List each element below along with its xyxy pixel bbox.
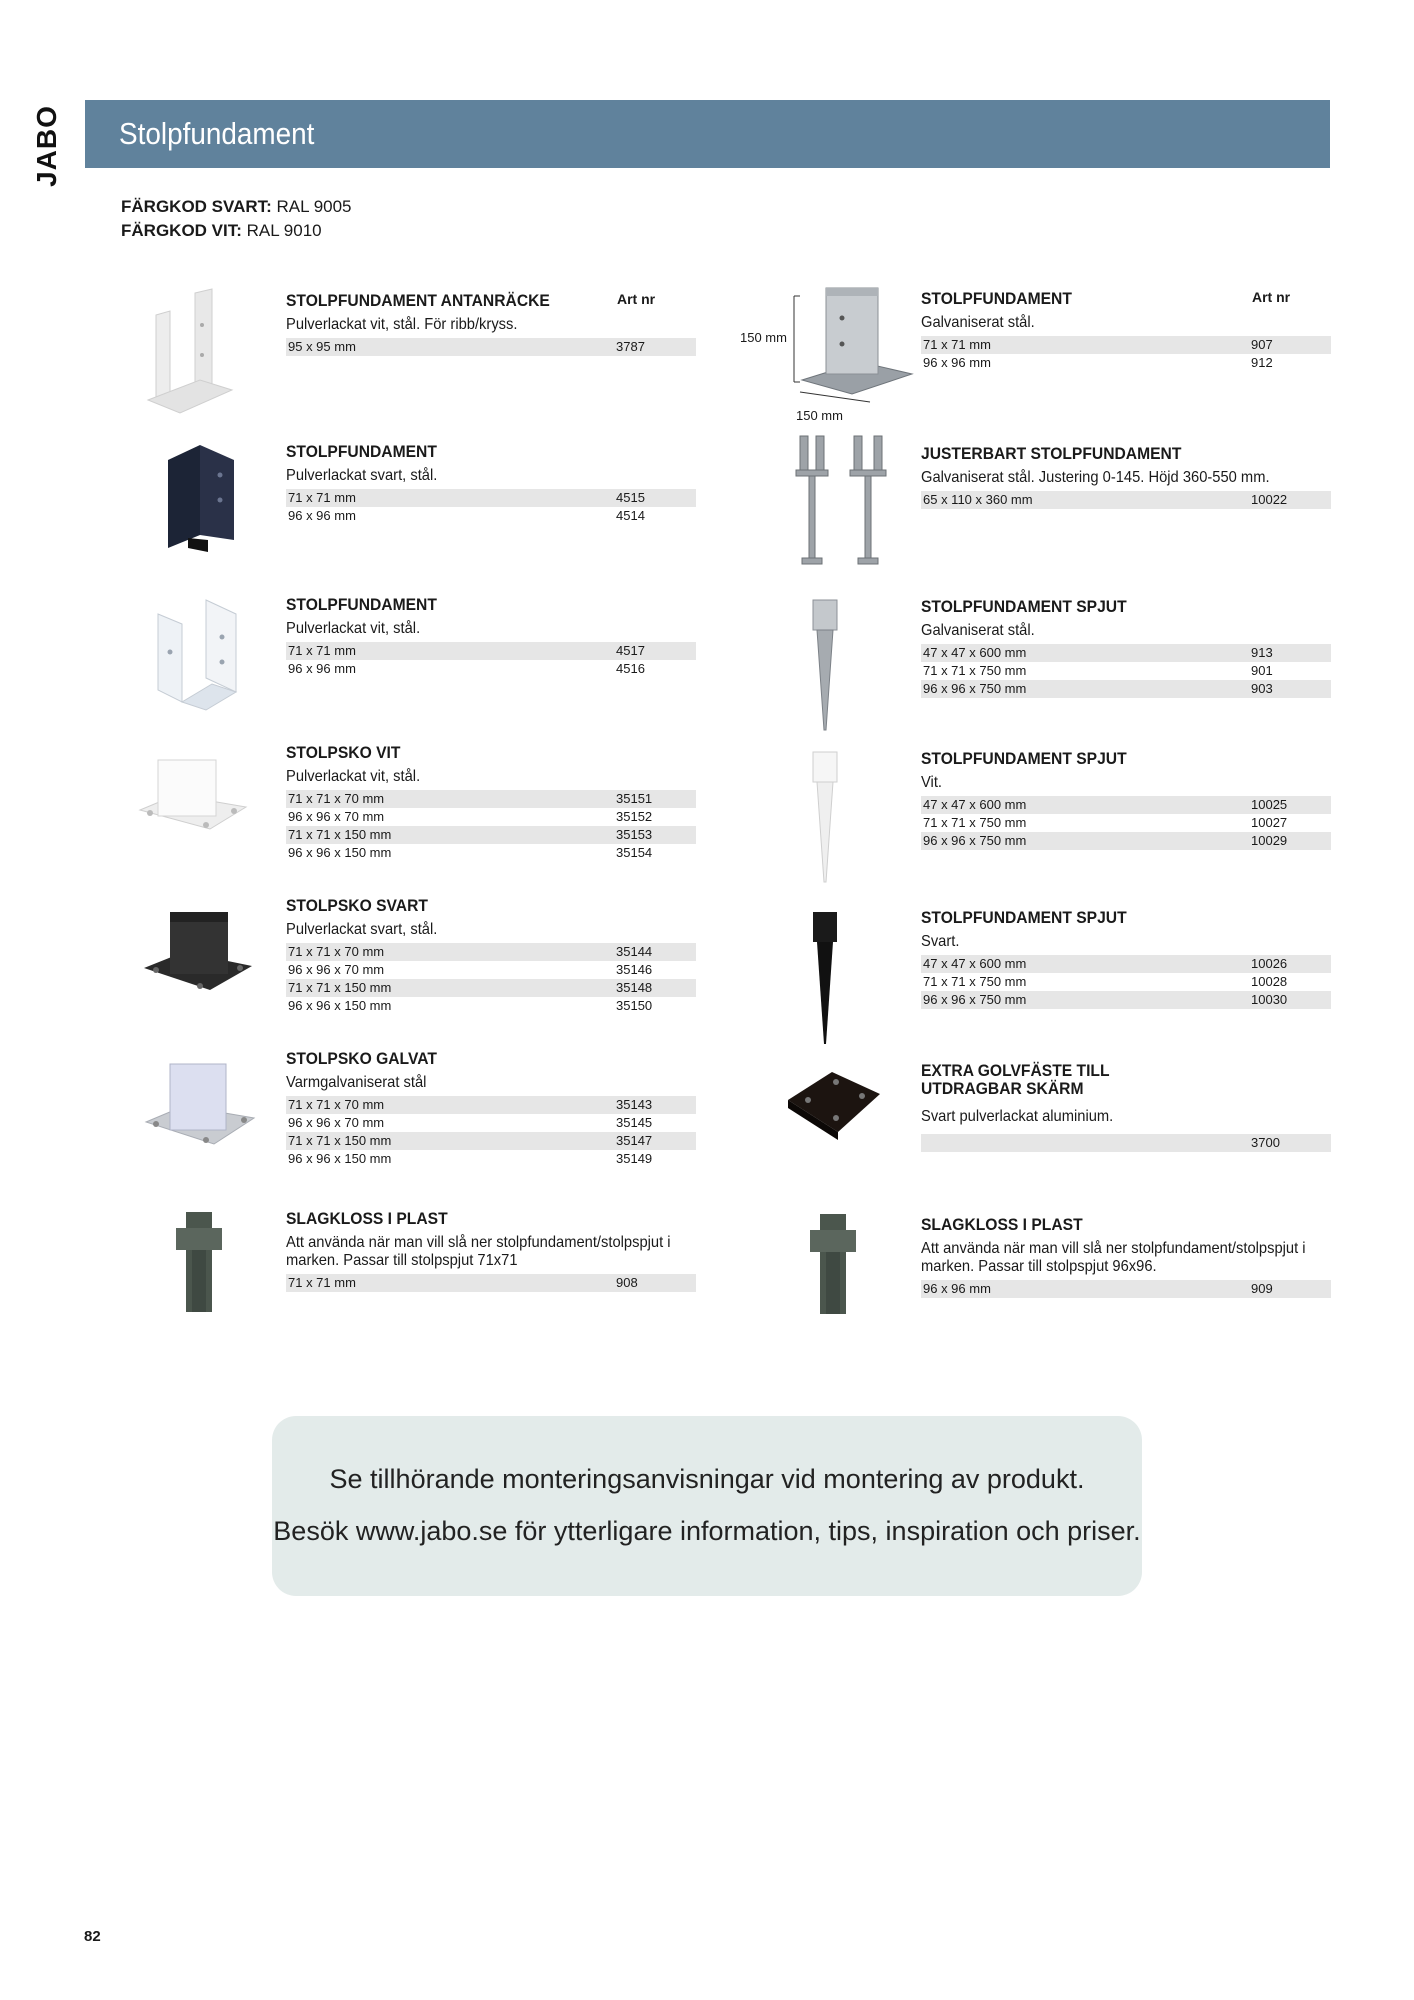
art-cell: 4517 — [616, 643, 645, 658]
table-row — [286, 943, 696, 961]
product-right-6 — [921, 1062, 1331, 1152]
table-row — [286, 979, 696, 997]
product-left-2 — [286, 443, 696, 525]
size-cell: 47 x 47 x 600 mm — [923, 797, 1027, 812]
product-image-antanracke — [140, 285, 240, 420]
product-title: STOLPFUNDAMENT — [286, 442, 437, 461]
size-cell: 96 x 96 mm — [288, 508, 356, 523]
color-code-white-value: RAL 9010 — [246, 221, 322, 240]
table-row — [921, 336, 1331, 354]
product-title: STOLPFUNDAMENT SPJUT — [921, 749, 1127, 768]
product-desc: Varmgalvaniserat stål — [286, 1074, 427, 1091]
art-cell: 913 — [1251, 645, 1273, 660]
size-cell: 71 x 71 x 750 mm — [923, 974, 1027, 989]
table-row — [921, 1280, 1331, 1298]
product-title: STOLPSKO VIT — [286, 743, 401, 762]
size-cell: 96 x 96 mm — [288, 661, 356, 676]
brand-name: JABO — [30, 105, 62, 187]
table-row — [286, 660, 696, 678]
art-cell: 3787 — [616, 339, 645, 354]
size-cell: 71 x 71 x 150 mm — [288, 827, 392, 842]
product-title: STOLPFUNDAMENT SPJUT — [921, 597, 1127, 616]
table-row — [286, 1150, 696, 1168]
art-cell: 912 — [1251, 355, 1273, 370]
notice-line-2: Besök www.jabo.se för ytterligare information, tips, inspiration och priser. — [273, 1516, 1141, 1546]
product-image-spjut-svart — [805, 910, 845, 1048]
product-image-white-bracket — [152, 592, 242, 722]
table-row — [921, 955, 1331, 973]
product-desc: Pulverlackat vit, stål. — [286, 620, 421, 637]
table-row — [921, 644, 1331, 662]
product-left-4 — [286, 744, 696, 862]
size-cell: 47 x 47 x 600 mm — [923, 645, 1027, 660]
dimension-height-label: 150 mm — [740, 330, 787, 345]
product-left-1 — [286, 292, 696, 356]
art-cell: 35150 — [616, 998, 653, 1013]
table-row — [286, 1114, 696, 1132]
size-cell: 71 x 71 mm — [288, 643, 356, 658]
art-cell: 35144 — [616, 944, 653, 959]
product-right-4 — [921, 750, 1331, 850]
product-desc: Pulverlackat svart, stål. — [286, 921, 438, 938]
table-row — [286, 961, 696, 979]
right-art-nr-label: Art nr — [1252, 289, 1291, 305]
table-row — [286, 808, 696, 826]
product-desc: Att använda när man vill slå ner stolpfundament/stolpspjut i marken. Passar till stolpspjut 71x71 — [286, 1234, 671, 1269]
size-cell: 96 x 96 x 150 mm — [288, 998, 392, 1013]
table-row — [286, 507, 696, 525]
color-code-black-label: FÄRGKOD SVART: — [121, 197, 272, 216]
table-row — [286, 338, 696, 356]
product-desc: Galvaniserat stål. — [921, 622, 1035, 639]
size-cell: 71 x 71 x 70 mm — [288, 944, 385, 959]
table-row — [921, 662, 1331, 680]
product-desc: Att använda när man vill slå ner stolpfundament/stolpspjut i marken. Passar till stolpspjut 96x96. — [921, 1240, 1306, 1275]
size-cell: 71 x 71 x 150 mm — [288, 1133, 392, 1148]
art-cell: 901 — [1251, 663, 1273, 678]
size-cell: 96 x 96 mm — [923, 355, 991, 370]
table-row — [286, 489, 696, 507]
product-left-7 — [286, 1210, 696, 1292]
art-cell: 35153 — [616, 827, 653, 842]
size-cell: 71 x 71 mm — [923, 337, 991, 352]
size-cell: 71 x 71 x 150 mm — [288, 980, 392, 995]
size-cell: 96 x 96 x 70 mm — [288, 1115, 385, 1130]
product-image-stolpsko-svart — [140, 908, 255, 1003]
art-cell: 10028 — [1251, 974, 1288, 989]
art-cell: 3700 — [1251, 1135, 1280, 1150]
product-image-spjut-vit — [805, 750, 845, 885]
product-right-3 — [921, 598, 1331, 698]
product-title: STOLPSKO GALVAT — [286, 1049, 437, 1068]
table-row — [286, 997, 696, 1015]
product-image-slagkloss-96 — [806, 1212, 862, 1317]
art-cell: 909 — [1251, 1281, 1273, 1296]
table-row — [286, 642, 696, 660]
art-cell: 35145 — [616, 1115, 653, 1130]
table-row — [921, 491, 1331, 509]
size-cell: 96 x 96 x 750 mm — [923, 992, 1027, 1007]
table-row — [921, 354, 1331, 372]
product-desc: Pulverlackat vit, stål. För ribb/kryss. — [286, 316, 518, 333]
notice-line-1: Se tillhörande monteringsanvisningar vid montering av produkt. — [329, 1464, 1085, 1494]
table-row — [286, 826, 696, 844]
size-cell: 71 x 71 x 70 mm — [288, 791, 385, 806]
art-cell: 908 — [616, 1275, 638, 1290]
product-title: STOLPFUNDAMENT — [921, 289, 1072, 308]
product-title: STOLPFUNDAMENT ANTANRÄCKE — [286, 291, 550, 310]
product-desc: Pulverlackat svart, stål. — [286, 467, 438, 484]
product-right-7 — [921, 1216, 1331, 1298]
table-row — [921, 814, 1331, 832]
size-cell: 96 x 96 x 70 mm — [288, 809, 385, 824]
product-image-spjut-galvaniserat — [805, 598, 845, 733]
art-cell: 35152 — [616, 809, 653, 824]
product-title-line-2: UTDRAGBAR SKÄRM — [921, 1079, 1084, 1098]
art-cell: 4516 — [616, 661, 645, 676]
table-row — [921, 832, 1331, 850]
art-cell: 35148 — [616, 980, 653, 995]
notice-box — [272, 1416, 1142, 1596]
product-title: JUSTERBART STOLPFUNDAMENT — [921, 444, 1182, 463]
size-cell: 71 x 71 mm — [288, 490, 356, 505]
product-image-galvanized-bracket — [790, 282, 920, 407]
size-cell: 96 x 96 x 750 mm — [923, 833, 1027, 848]
size-cell: 47 x 47 x 600 mm — [923, 956, 1027, 971]
art-cell: 10025 — [1251, 797, 1288, 812]
product-desc: Pulverlackat vit, stål. — [286, 768, 421, 785]
product-right-2 — [921, 445, 1331, 509]
table-row — [286, 790, 696, 808]
product-title: STOLPSKO SVART — [286, 896, 428, 915]
product-left-6 — [286, 1050, 696, 1168]
art-cell: 35149 — [616, 1151, 653, 1166]
dimension-width-label: 150 mm — [796, 408, 843, 423]
size-cell: 95 x 95 mm — [288, 339, 356, 354]
size-cell: 65 x 110 x 360 mm — [923, 492, 1033, 507]
product-left-5 — [286, 897, 696, 1015]
product-title: STOLPFUNDAMENT SPJUT — [921, 908, 1127, 927]
art-cell: 35154 — [616, 845, 653, 860]
art-cell: 10022 — [1251, 492, 1288, 507]
product-image-slagkloss-71 — [172, 1210, 228, 1315]
art-cell: 903 — [1251, 681, 1273, 696]
size-cell: 96 x 96 x 150 mm — [288, 1151, 392, 1166]
product-title: SLAGKLOSS I PLAST — [286, 1209, 448, 1228]
product-desc: Galvaniserat stål. — [921, 314, 1035, 331]
art-cell: 10026 — [1251, 956, 1288, 971]
table-row — [286, 1274, 696, 1292]
art-cell: 907 — [1251, 337, 1273, 352]
art-cell: 35143 — [616, 1097, 653, 1112]
color-codes — [121, 195, 352, 243]
art-cell: 10030 — [1251, 992, 1288, 1007]
product-left-3 — [286, 596, 696, 678]
art-cell: 35151 — [616, 791, 653, 806]
size-cell: 71 x 71 x 750 mm — [923, 815, 1027, 830]
art-cell: 10027 — [1251, 815, 1288, 830]
product-desc: Vit. — [921, 774, 943, 791]
size-cell: 71 x 71 mm — [288, 1275, 356, 1290]
art-cell: 10029 — [1251, 833, 1288, 848]
product-title: SLAGKLOSS I PLAST — [921, 1215, 1083, 1234]
table-row — [286, 844, 696, 862]
left-art-nr-label: Art nr — [617, 291, 656, 307]
art-cell: 35146 — [616, 962, 653, 977]
size-cell: 96 x 96 x 750 mm — [923, 681, 1027, 696]
product-right-1 — [921, 290, 1331, 372]
size-cell: 71 x 71 x 70 mm — [288, 1097, 385, 1112]
table-row — [286, 1132, 696, 1150]
header-bar — [85, 100, 1330, 168]
product-title: STOLPFUNDAMENT — [286, 595, 437, 614]
table-row — [921, 1134, 1331, 1152]
product-title: EXTRA GOLVFÄSTE TILL — [921, 1061, 1110, 1080]
page-title: Stolpfundament — [119, 116, 315, 151]
size-cell: 96 x 96 x 70 mm — [288, 962, 385, 977]
page-number: 82 — [84, 1928, 101, 1945]
product-image-black-bracket — [160, 440, 240, 555]
product-image-stolpsko-vit — [136, 755, 251, 845]
brand-logo — [28, 104, 68, 187]
product-desc: Svart pulverlackat aluminium. — [921, 1108, 1114, 1125]
product-image-golvfaste — [784, 1070, 884, 1150]
art-cell: 4515 — [616, 490, 645, 505]
table-row — [921, 973, 1331, 991]
color-code-black-value: RAL 9005 — [276, 197, 352, 216]
product-image-stolpsko-galvat — [142, 1060, 257, 1155]
table-row — [921, 680, 1331, 698]
art-cell: 4514 — [616, 508, 645, 523]
color-code-white-label: FÄRGKOD VIT: — [121, 221, 242, 240]
product-right-5 — [921, 909, 1331, 1009]
size-cell: 96 x 96 x 150 mm — [288, 845, 392, 860]
size-cell: 96 x 96 mm — [923, 1281, 991, 1296]
art-cell: 35147 — [616, 1133, 653, 1148]
table-row — [286, 1096, 696, 1114]
product-desc: Galvaniserat stål. Justering 0-145. Höjd 360-550 mm. — [921, 469, 1270, 486]
table-row — [921, 796, 1331, 814]
product-image-adjustable-bracket — [782, 432, 902, 572]
product-desc: Svart. — [921, 933, 960, 950]
size-cell: 71 x 71 x 750 mm — [923, 663, 1027, 678]
table-row — [921, 991, 1331, 1009]
